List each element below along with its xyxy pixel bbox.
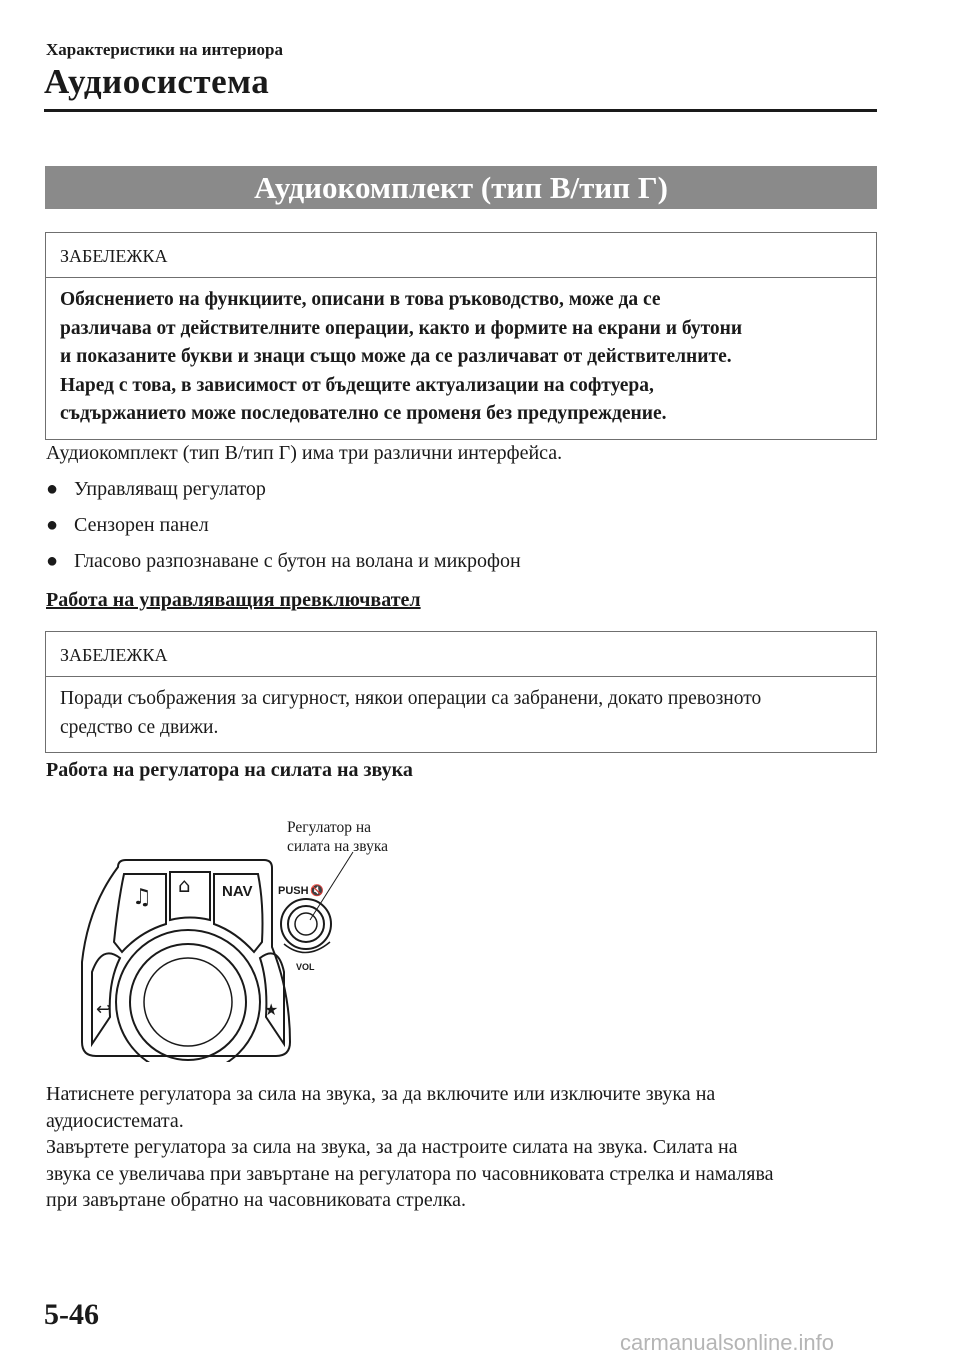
chapter-heading: Характеристики на интериора (46, 40, 283, 59)
vol-label: VOL (296, 962, 315, 972)
bullet-item (46, 514, 209, 537)
favorite-button (260, 953, 284, 1044)
note-label: ЗАБЕЛЕЖКА (46, 632, 876, 677)
nav-label: NAV (222, 883, 253, 900)
note-line: Поради съображения за сигурност, някои операции са забранени, докато превозното (60, 688, 762, 709)
description-line: при завъртане обратно на часовниковата стрелка. (46, 1189, 466, 1211)
note-line: Наред с това, в зависимост от бъдещите актуализации на софтуера, (60, 374, 654, 396)
bullet-text: Сензорен панел (74, 514, 209, 536)
star-icon: ★ (264, 1000, 279, 1019)
back-arrow-icon: ↩ (96, 999, 112, 1020)
description-line: звука се увеличава при завъртане на регулатора по часовниковата стрелка и намалява (46, 1162, 774, 1185)
bullet-text: Управляващ регулатор (74, 478, 266, 500)
watermark: carmanualsonline.info (620, 1330, 835, 1355)
note-line: различава от действителните операции, както и формите на екрани и бутони (60, 317, 743, 339)
commander-control-illustration (78, 812, 438, 1062)
note-line: съдържанието може последователно се променя без предупреждение. (60, 403, 667, 424)
bullet-dot-icon: ● (46, 478, 59, 500)
bullet-dot-icon: ● (46, 550, 59, 572)
header-rule (44, 109, 877, 112)
volume-knob-inner (288, 906, 324, 942)
link-heading[interactable]: Работа на управляващия превключвател (46, 589, 421, 611)
callout-line: Регулатор на (287, 819, 372, 836)
home-icon: ⌂ (178, 873, 191, 897)
bullet-dot-icon: ● (46, 514, 59, 536)
commander-dial-ring (130, 944, 246, 1060)
section-title: Аудиосистема (44, 62, 270, 101)
description-line: Натиснете регулатора за сила на звука, за да включите или изключите звука на (46, 1083, 716, 1105)
volume-knob-center (295, 913, 317, 935)
note-line: Обяснението на функциите, описани в това ръководство, може да се (60, 289, 661, 310)
subheading: Работа на регулатора на силата на звука (46, 759, 413, 781)
page-number: 5-46 (44, 1298, 99, 1331)
description (46, 1081, 886, 1214)
music-note-icon: ♫ (132, 885, 152, 910)
bullet-item (46, 550, 521, 573)
intro-paragraph: Аудиокомплект (тип В/тип Г) има три различни интерфейса. (46, 442, 563, 464)
commander-dial-inner (144, 958, 232, 1046)
description-line: аудиосистемата. (46, 1109, 184, 1132)
bullet-text: Гласово разпознаване с бутон на волана и микрофон (74, 550, 521, 572)
note-line: и показаните букви и знаци също може да се различават от действителните. (60, 346, 732, 367)
callout-line: силата на звука (287, 838, 388, 855)
bullet-item (46, 478, 266, 501)
banner-title: Аудиокомплект (тип В/тип Г) (45, 166, 877, 209)
mute-icon: 🔇 (310, 884, 324, 897)
description-line: Завъртете регулатора за сила на звука, за да настроите силата на звука. Силата на (46, 1136, 738, 1158)
note-body (46, 677, 876, 752)
note-box (45, 232, 877, 440)
note-line: средство се движи. (60, 716, 219, 738)
note-label: ЗАБЕЛЕЖКА (46, 233, 876, 278)
commander-dial-outer (116, 930, 260, 1062)
note-box (45, 631, 877, 753)
push-label: PUSH (278, 885, 309, 897)
note-body (46, 278, 876, 439)
